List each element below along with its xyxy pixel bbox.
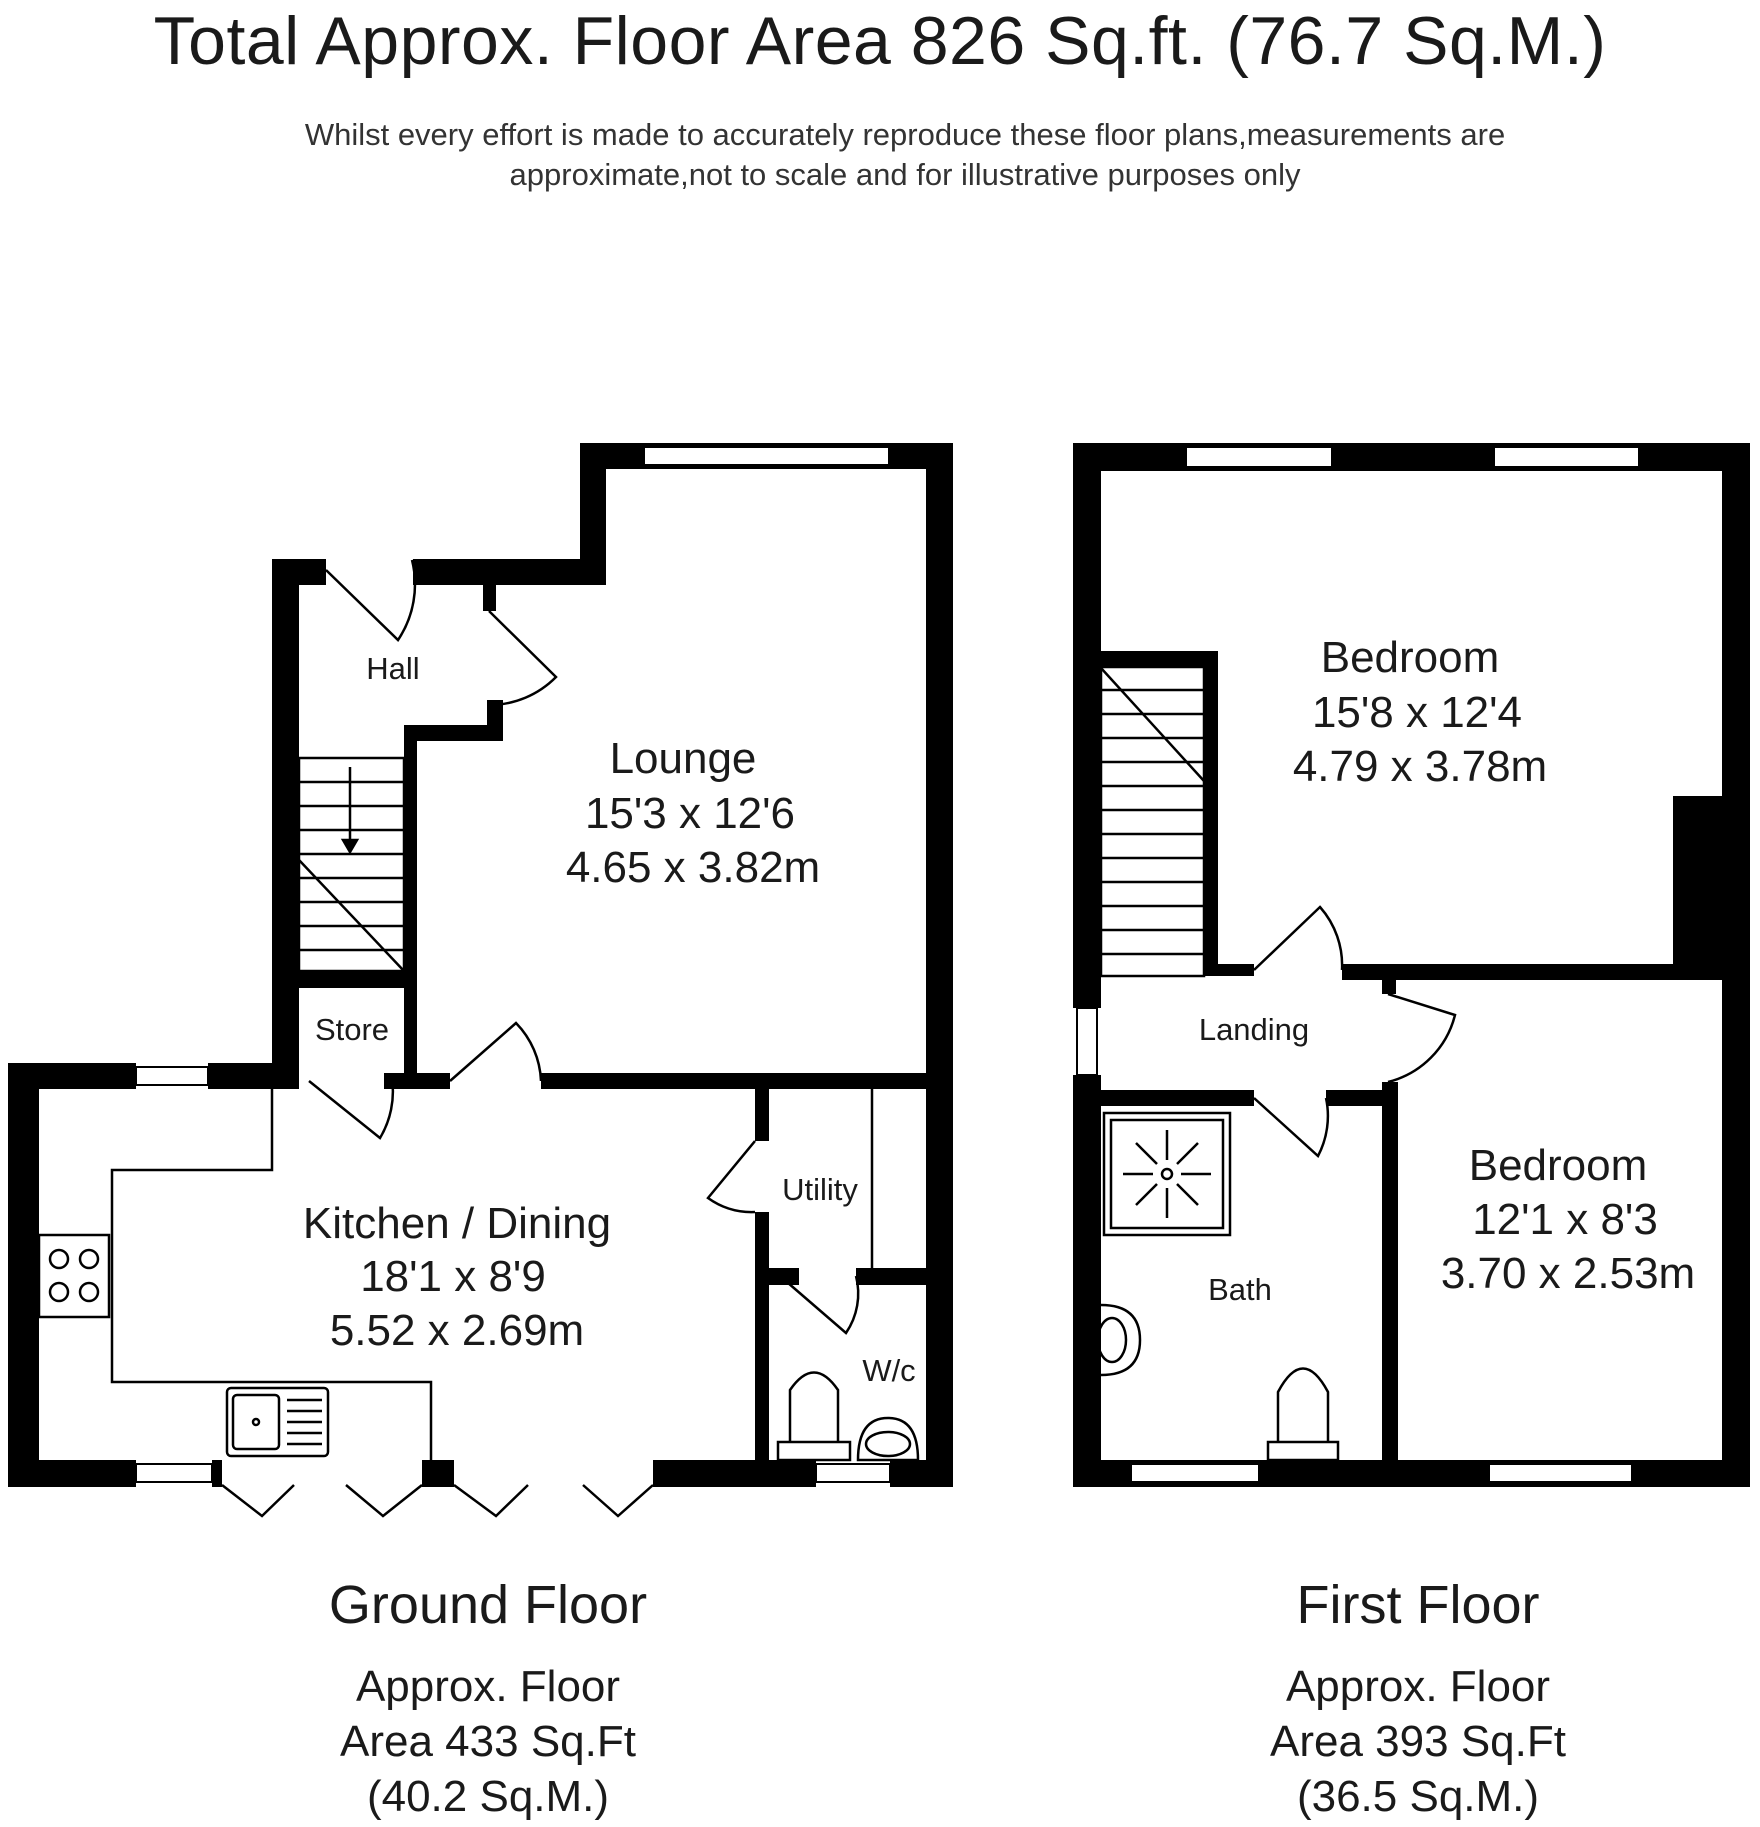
first-floor-area-line-2: Area 393 Sq.Ft [1270,1717,1566,1766]
folding-door [346,1485,422,1516]
hob-ring-icon [80,1283,98,1301]
first-floor-area [1168,1659,1668,1824]
stair-treads [1101,690,1204,954]
hob-ring-icon [50,1283,68,1301]
hob-ring-icon [80,1250,98,1268]
utility-label: Utility [782,1172,858,1207]
bedroom2-metric: 3.70 x 2.53m [1440,1249,1696,1298]
lounge-door [489,611,556,705]
bedroom1-door [1254,907,1342,970]
store-label: Store [314,1012,390,1047]
wc-label: W/c [862,1353,916,1388]
first-floor-area-line-1: Approx. Floor [1285,1662,1551,1711]
utility-door [708,1141,755,1212]
folding-door [222,1485,294,1516]
folding-door [454,1485,528,1516]
bedroom1-metric: 4.79 x 3.78m [1292,742,1548,791]
kitchen-lounge-door [450,1023,541,1081]
bathroom-door [1254,1098,1328,1156]
first-floor-name: First Floor [1296,1575,1540,1635]
lounge-metric: 4.65 x 3.82m [565,843,821,892]
ground-floor-caption [238,1573,738,1824]
wc-toilet-icon [778,1373,850,1461]
wc-door [780,1276,858,1333]
bedroom2-door [1388,994,1455,1082]
lounge-imperial: 15'3 x 12'6 [584,789,796,838]
ground-floor-plan [8,443,953,1516]
ground-floor-area-line-1: Approx. Floor [355,1662,621,1711]
kitchen-metric: 5.52 x 2.69m [329,1306,585,1355]
stair-break-line [299,860,404,971]
bath-basin-icon [1098,1305,1140,1375]
hob [39,1235,109,1317]
bedroom2-name: Bedroom [1468,1141,1648,1190]
hob-ring-icon [50,1250,68,1268]
store-door [309,1079,393,1138]
disclaimer-line-2: approximate,not to scale and for illustrative purposes only [509,157,1301,192]
first-floor-caption [1168,1573,1668,1824]
first-floor-plan [1073,443,1750,1487]
bedroom1-imperial: 15'8 x 12'4 [1311,688,1523,737]
ground-floor-area-line-3: (40.2 Sq.M.) [366,1772,610,1821]
stair-break-line [1101,668,1204,781]
bath-label: Bath [1208,1272,1272,1307]
stair-treads [299,782,404,950]
lounge-name: Lounge [609,734,757,783]
stair-arrowhead-icon [343,840,357,852]
disclaimer-line-1: Whilst every effort is made to accurately reproduce these floor plans,measurements are [304,117,1506,152]
folding-door [583,1485,653,1516]
hall-label: Hall [366,651,420,686]
kitchen-name: Kitchen / Dining [302,1199,612,1248]
shower-tray-icon [1104,1113,1230,1235]
front-door [326,560,415,640]
landing-label: Landing [1198,1012,1310,1047]
wc-basin-icon [858,1418,918,1460]
ground-floor-area [238,1659,738,1824]
ground-floor-area-line-2: Area 433 Sq.Ft [340,1717,636,1766]
bedroom1-name: Bedroom [1320,633,1500,682]
kitchen-imperial: 18'1 x 8'9 [360,1252,546,1301]
bath-toilet-icon [1268,1369,1338,1461]
first-floor-walls [1073,443,1750,1487]
total-floor-area-title: Total Approx. Floor Area 826 Sq.ft. (76.7 Sq.M.) [153,3,1607,79]
bedroom2-imperial: 12'1 x 8'3 [1472,1195,1658,1244]
first-floor-area-line-3: (36.5 Sq.M.) [1296,1772,1540,1821]
staircase [299,758,404,971]
kitchen-sink-icon [227,1388,328,1456]
ground-floor-name: Ground Floor [328,1575,648,1635]
